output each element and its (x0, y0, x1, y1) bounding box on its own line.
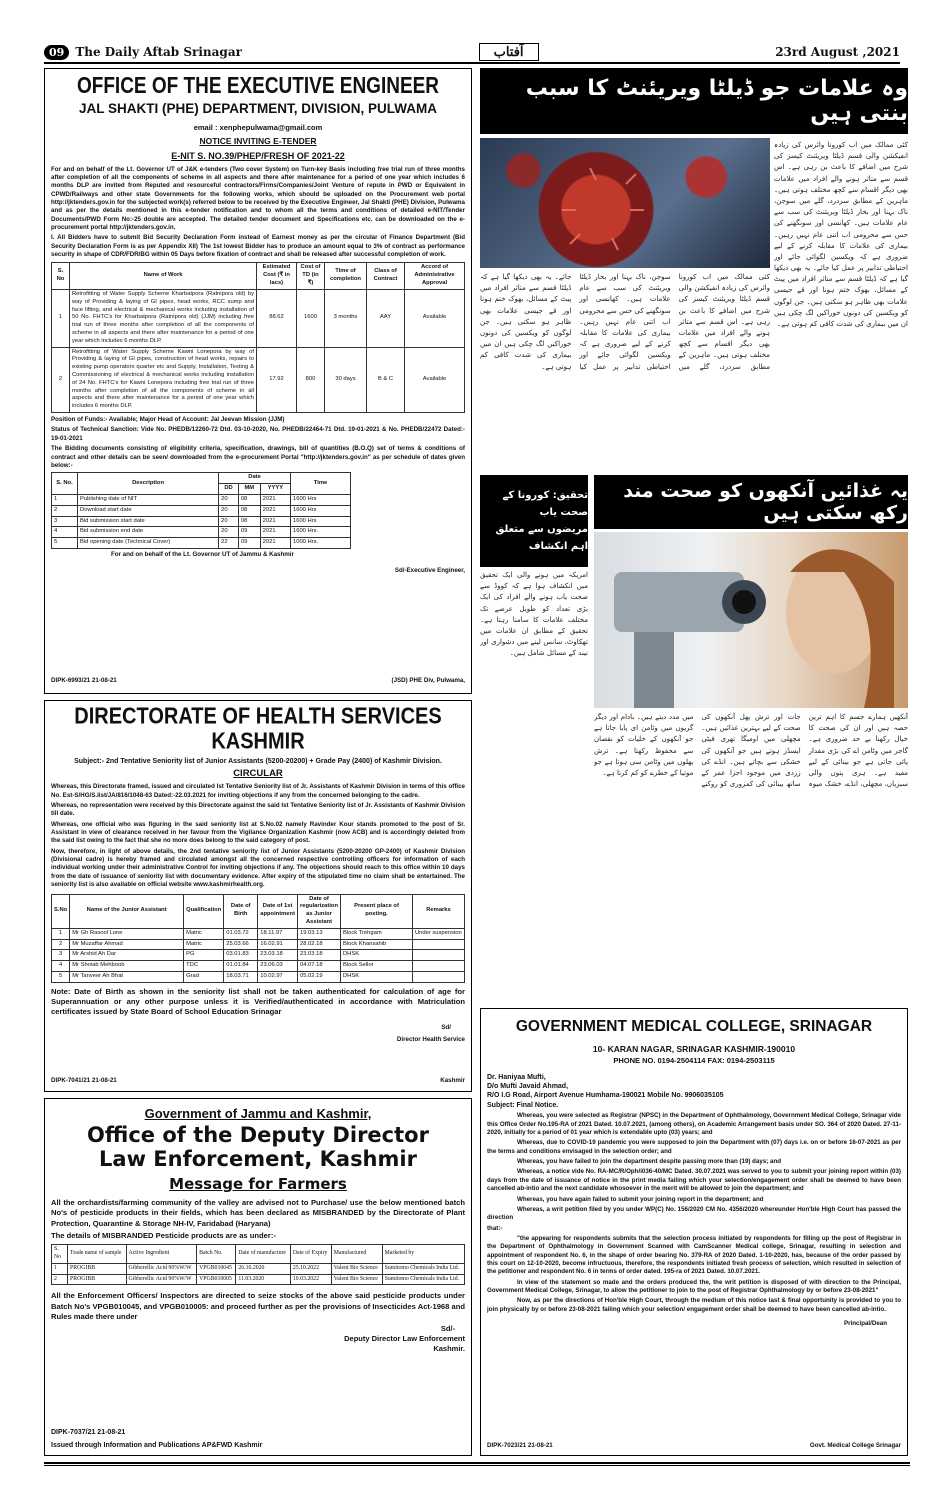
health-services-ad: DIRECTORATE OF HEALTH SERVICES KASHMIR Subject:- 2nd Tentative Seniority list of Junior Assistants (5200-20200) + Grade Pay (2400) of Kashmir Division. CIRCULAR Whereas, this Directorate framed, issued and circulated Ist Tentative Seniority list of Jr. Assistants of Kashmir Division in terms of this office No. Est-S/HG/S.list/JA/816/1048-63 Dated:-22.03.2021 for inviting objections if any from the concerned belonging to the cadre. Whereas, no representation were received by this Directorate against the said Ist Tentative Seniority list of Jr. Assistants of Kashmir Division till date. Whereas, one official who was figuring in the said seniority list at S.No.02 namely Ravinder Kour stands promoted to the post of Sr. Assistant in view of clearance received in her favour from the Vigilance Organization Kashmir (now ACB) and is accordingly deleted from the said list owing to the fact that she no more does belong to the said category of post. Now, therefore, in light of above details, the 2nd tentative seniority list of Junior Assistants (5200-20200 GP-2400) of Kashmir Division (Divisional cadre) is hereby framed and circulated amongst all the concerned respective controlling officers for information of each individual working under their administrative Control for inviting objections if any. The objections should reach to this office within 10 days from the date of issuance of seniority list with documentary evidence. After expiry of the stipulated time no claim shall be entertained. The seniority list is also available on official website www.kashmirhealth.org. S.No Name of the Junior Assistant Qualification Date of Birth Date of 1st appointment Date of regularization as Junior Assistant Present place of posting. Remarks 1 Mr Gh Rasool Lone Matric 01.03.72 18.11.97 19.03.13 Block Trehgam Under suspension 2 Mr Muzaffar Ahmad Matric 25.03.66 16.02.91 28.02.18 Block Khansahib 3 Mr Arshid Ah Dar PG 03.01.83 23.03.18 23.03.18 DHSK 4 Mr Shoiab Mehboob TDC 01.01.84 23.06.03 04.07.18 Block Sellor 5 Mr Tanveer Ah Bhat Grad 18.03.71 10.02.97 05.02.19 DHSK Note: Date of Birth as shown in the seniority list shall not be taken authenticated for calculation of age for Superannuation or any other purpose unless it is Verified/authenticated in accordance with Matriculation certificates issued by State Board of School Education Srinagar Sd/ Director Health Service DIPK-7041/21 21-08-21 Kashmir (44, 700, 472, 1092)
jal-shakti-tender-ad (44, 68, 472, 694)
enforcement-directive: All the Enforcement Officers/ Inspectors are directed to seize stocks of the above said pesticide products under Batch No's VPGB010045, and VPGB010005: and proceed further as per the provisions of Insecticides Act-1968 and Rules made there under (51, 1291, 465, 1321)
th-class: Class of Contract (367, 263, 405, 289)
signature-line2: (JSD) PHE Div, Pulwama, (391, 676, 465, 684)
dipk-number: DIPK-7041/21 21-08-21 (51, 1076, 117, 1084)
paper-name: The Daily Aftab Srinagar (75, 45, 242, 59)
gmc-notice-ad: GOVERNMENT MEDICAL COLLEGE, SRINAGAR 10- KARAN NAGAR, SRINAGAR KASHMIR-190010 PHONE NO. 0194-2504114 FAX: 0194-2503115 Dr. Haniyaa Mufti, D/o Mufti Javaid Ahmad, R/O I.G Road, Airport Avenue Humhama-190021 Mobile No. 9906035105 Subject: Final Notice. Whereas, you were selected as Registrar (NPSC) in the Department of Ophthalmology, Government Medical College, Srinagar vide this Office Order No.195-RA of 2021 Dated. 10.07.2021, (among others), on Academic Arrangement basis under SO. 364 of 2020 Dated. 27-11-2020, initially for a period of 01 year which is extendable upto (03) years; and Whereas, due to COVID-19 pandemic you were supposed to join the Department with (07) days i.e. on or before 16-07-2021 as per the terms and conditions envisaged in the selection order; and Whereas, you have failed to join the department despite passing more than (19) days; and Whereas, a notice vide No. RA-MC/R/Oph/i036-40/MC Dated. 30.07.2021 was served to you to submit your joining report within (03) days from the date of issuance of notice in the print media failing which your selection/engagement order shall be deemed to have been cancelled ab-intio and the next candidate whosoever in the merit will be allowed to join the department; and Whereas, you have again failed to submit your joining report in the department; and Whereas, a writ petition filed by you under WP(C) No. 156/2020 CM No. 4356/2020 whereunder Hon'ble High Court has passed the direction that:- "the appearing for respondents submits that the selection process initiated by respondents for filling up the post of Registrar in the Department of Ophthalmology in Government Scanned with CamScanner Medical college, Srinagar, resulting in selection and appointment of respondent No. 6, in the shape of order bearing No. 379-RA of 2020 Dated. 1-10-2020, has, because of the order passed by this court on 12-10-2020, become infructuous, therefore, the respondents initiated fresh process of selection, which resulted in selection of the petitioner and respondent No. 6 in terms of order dated. 195-ra of 2021 Dated. 10.07.2021. In view of the statement so made and the orders produced the, the writ petition is disposed of with direction to the Principal, Government Medical College, Srinagar, to allow the petitioner to join to the post of Registrar Ophthalmology by or before 23-08-2021" Now, as per the directions of Hon'ble High Court, through the medium of this notice last & final opportunity is provided to you to join physically by or before 23-08-2021 failing which your selection/ engagement order shall be deemed to have been cancelled ab-intio. Principal/Dean DIPK-7023/21 21-08-21 Govt. Medical College Srinagar (480, 1008, 908, 1456)
footer-rule (44, 1462, 910, 1466)
gmc-subject: Subject: Final Notice. (487, 1101, 559, 1109)
th-sno: S. No (52, 263, 70, 289)
ad-title-line1: OFFICE OF THE EXECUTIVE ENGINEER (76, 73, 440, 100)
page-number: 09 (44, 45, 69, 60)
sd-mark: Sd/ (441, 1023, 451, 1031)
th-cost: Estimated Cost (₹ in lacs) (257, 263, 297, 289)
page-label (44, 45, 242, 60)
table-row: 1 PROGIBB Gibberellic Acid 90%W/W VPGB010045 26.10.2020 25.10.2022 Valent Bio Science Sumitomo Chemicals India Ltd. (52, 1263, 465, 1274)
sd-mark: Sd/- (440, 1324, 455, 1334)
seniority-table: S.No Name of the Junior Assistant Qualification Date of Birth Date of 1st appointment Date of regularization as Junior Assistant Present place of posting. Remarks 1 Mr Gh Rasool Lone Matric 01.03.72 18.11.97 19.03.13 Block Trehgam Under suspension 2 Mr Muzaffar Ahmad Matric 25.03.66 16.02.91 28.02.18 Block Khansahib 3 Mr Arshid Ah Dar PG 03.01.83 23.03.18 23.03.18 DHSK 4 Mr Shoiab Mehboob TDC 01.01.84 23.06.03 04.07.18 Block Sellor 5 Mr Tanveer Ah Bhat Grad 18.03.71 10.02.97 05.02.19 DHSK (51, 894, 465, 983)
eye-foods-headline: یہ غذائیں آنکھوں کو صحت مند رکھ سکتی ہیں (594, 475, 908, 529)
delta-variant-headline: وہ علامات جو ڈیلٹا ویریئنٹ کا سبب بنتی ہیں (480, 68, 908, 134)
tender-intro: For and on behalf of the Lt. Governor UT of J&K e-tenders (Two cover System) on Turn-key Basis including free trial run of three months after completion of all the components of scheme in all aspects and there after maintenance for a period of one year which includes 6 months DLP are invited from Reputed and resourceful contractors/Firms/Companies/Joint Venture of repute in PWD or Equivalent in CPWD/Railways and other state Governments for the following works, which should be uploaded on the Procurement web portal http://jktenders.gov.in for the subjected work(s) referred below to be received by the Executive Engineer, Jal Shakti (PHE) Division, Pulwama and as per the details mentioned in this e-tender notification and to whom all the terms and conditions of detailed e-NIT/Tender Documents/PWD Form No:-25 double are accepted. The detailed tender document and Specifications etc. can be downloaded on the e-procurement portal http://jktenders.gov.in. (51, 165, 465, 232)
eye-exam-image (594, 532, 908, 708)
covid-research-body: امریکہ میں ہونے والی ایک تحقیق میں انکشاف ہوا ہے کہ کووڈ سے صحت یاب ہونے والے افراد کی ایک بڑی تعداد کو طویل عرصے تک مختلف علامات کا سامنا رہتا ہے۔ تحقیق کے مطابق ان علامات میں تھکاوٹ، سانس لینے میں دشواری اور نیند کے مسائل شامل ہیں۔ (480, 571, 588, 658)
circular-label: CIRCULAR (233, 768, 283, 780)
table-row: 2 PROGIBB Gibberellic Acid 90%W/W VPGB010005 11.03.2020 10.03.2022 Valent Bio Science Sumitomo Chemicals India Ltd. (52, 1274, 465, 1285)
coronavirus-image (480, 138, 770, 268)
ad-phone: PHONE NO. 0194-2504114 FAX: 0194-2503115 (613, 1056, 775, 1066)
table-row: 3 Mr Arshid Ah Dar PG 03.01.83 23.03.18 23.03.18 DHSK (52, 950, 465, 961)
ad-subject: Subject:- 2nd Tentative Seniority list of Junior Assistants (5200-20200) + Grade Pay (2400) of Kashmir Division. (74, 758, 442, 765)
signatory-line2: Kashmir (440, 1076, 465, 1084)
details-label: The details of MISBRANDED Pesticide products are as under:- (51, 1230, 276, 1240)
signatory-line1: Principal/Dean (844, 1320, 887, 1328)
enit-number: E-NIT S. NO.39/PHEP/FRESH OF 2021-22 (171, 151, 345, 162)
table-row: 1 Mr Gh Rasool Lone Matric 01.03.72 18.11.97 19.03.13 Block Trehgam Under suspension (52, 928, 465, 939)
ad-title-line2: JAL SHAKTI (PHE) DEPARTMENT, DIVISION, PULWAMA (78, 100, 438, 116)
table-row: 2 Mr Muzaffar Ahmad Matric 25.03.66 16.02.91 28.02.18 Block Khansahib (52, 939, 465, 950)
th-time: Time of completion (325, 263, 367, 289)
th-td: Cost of TD (in ₹) (297, 263, 325, 289)
table-row: 2 Retrofitting of Water Supply Scheme Kawni Lonepora by way of Providing & laying of GI pipes, construction of head works, repairs to existing pump operators quarter etc and Supply, Installation, Testing & Commissioning of electrical & mechanical works including installation of 24 No. FHTC's for Kawni Lonepora including free trial run of three months after completion of all the components of scheme in all aspects and there after maintenance for a period of one year which includes 6 months DLP. 17.92 800 30 days B & C Available (52, 347, 465, 413)
signatory-line1: Director Health Service (396, 1035, 465, 1043)
table-row: 4 Mr Shoiab Mehboob TDC 01.01.84 23.06.03 04.07.18 Block Sellor (52, 961, 465, 972)
table-row: 5 Bid opening date (Technical Cover) 22 09 2021 1000 Hrs. (52, 538, 351, 549)
dipk-number: DIPK-6993/21 21-08-21 (51, 676, 117, 684)
issue-date: 23rd August ,2021 (775, 45, 900, 59)
eye-article-body: آنکھیں ہمارے جسم کا اہم ترین حصہ ہیں اور ان کی صحت کا خیال رکھنا بے حد ضروری ہے۔ گاجر میں وٹامن اے کی بڑی مقدار پائی جاتی ہے جو بینائی کے لیے مفید ہے۔ ہری پتوں والی سبزیاں، مچھلی، انڈے، خشک میوہ جات اور ترش پھل آنکھوں کی صحت کے لیے بہترین غذائیں ہیں۔ مچھلی میں اومیگا تھری فیٹی ایسڈز ہوتے ہیں جو آنکھوں کی خشکی سے بچاتے ہیں۔ انڈے کی زردی میں موجود اجزا عمر کے ساتھ بینائی کی کمزوری کو روکنے میں مدد دیتے ہیں۔ بادام اور دیگر گریوں میں وٹامن ای پایا جاتا ہے جو آنکھوں کے خلیات کو نقصان سے محفوظ رکھتا ہے۔ ترش پھلوں میں وٹامن سی ہوتا ہے جو موتیا کے خطرے کو کم کرتا ہے۔ (594, 713, 908, 789)
law-enforcement-ad (44, 1098, 472, 1456)
notice-title: NOTICE INVITING E-TENDER (199, 135, 317, 146)
ad-email: email : xenphepulwama@gmail.com (193, 122, 323, 132)
pesticide-table: S. No Trade name of sample Active Ingredient Batch No. Date of manufacture Date of Expiry Manufactured Marketed by 1 PROGIBB Gibberellic Acid 90%W/W VPGB010045 26.10.2020 25.10.2022 Valent Bio Science Sumitomo Chemicals India Ltd. 2 PROGIBB Gibberellic Acid 90%W/W VPGB010005 11.03.2020 10.03.2022 Valent Bio Science Sumitomo Chemicals India Ltd. (51, 1244, 465, 1285)
table-row: 1 Publishing date of NIT 20 08 2021 1600 Hrs (52, 494, 351, 505)
technical-sanction: Status of Technical Sanction: Vide No. PHEDB/12260-72 Dtd. 03-10-2020, No. PHEDB/22464-71 Dtd. 19-01-2021 & No. PHEDB/22472 Dated:- 19-01-2021 (51, 426, 465, 442)
position-of-funds: Position of Funds:- Available; Major Head of Account: Jal Jeevan Mission (JJM) (51, 416, 285, 424)
signatory-line2: Kashmir. (433, 1344, 465, 1354)
delta-article-body-right: کئی ممالک میں اب کورونا وائرس کی زیادہ انفیکشن والی قسم ڈیلٹا ویریئنٹ کیسز کی شرح میں اضافے کا باعث بن رہی ہے۔ اس قسم سے متاثر ہونے والے افراد میں علامات بھی دیگر اقسام سے کچھ مختلف ہوتی ہیں۔ ماہرین کے مطابق سردرد، گلے میں سوجن، ناک بہنا اور بخار ڈیلٹا ویریئنٹ کی سب سے عام علامات ہیں۔ کھانسی اور سونگھنے کی حس سے محرومی اب اتنی عام نہیں رہیں۔ بیماری کی علامات کا مقابلہ کرنے کے لیے ضروری ہے کہ ویکسین لگوائی جائے اور احتیاطی تدابیر پر عمل کیا جائے۔ یہ بھی دیکھا گیا ہے کہ ڈیلٹا قسم سے متاثر افراد میں پیٹ کے مسائل، بھوک ختم ہونا اور قے جیسی علامات بھی ظاہر ہو سکتی ہیں۔ جن لوگوں کو ویکسین کی دونوں خوراکیں لگ چکی ہیں ان میں بیماری کی شدت کافی کم ہوتی ہے۔ (774, 141, 908, 328)
dates-table: S. No. Description Date Time DD MM YYYY 1 Publishing date of NIT 20 08 2021 1600 Hrs 2 Download start date 20 08 2021 1600 Hrs 3 Bid submission start date 20 08 2021 1600 Hrs 4 Bid submission end date 20 09 2021 1600 Hrs. 5 Bid opening date (Technical Cover) 22 09 2021 1000 Hrs. (51, 472, 351, 549)
table-row: 4 Bid submission end date 20 09 2021 1600 Hrs. (52, 527, 351, 538)
ad-address: 10- KARAN NAGAR, SRINAGAR KASHMIR-190010 (592, 1043, 796, 1054)
message-title: Message for Farmers (169, 1174, 347, 1193)
virus-icon (480, 138, 770, 268)
table-row: 3 Bid submission start date 20 08 2021 1600 Hrs (52, 516, 351, 527)
works-table (51, 262, 465, 413)
table-row: 1 Retrofitting of Water Supply Scheme Kharbatpora (Ratnipora old) by way of Providing & laying of GI pipes, head works, RCC sump and face lifting, and electrical & mechanical works including installation of 50 No. FHTC's for Kharbatpora (Ratnipora old) (JJM) including free trial run of three months after completion of all the components of scheme in all aspects and there after maintenance for a period of one year which includes 6 months DLP. 88.62 1600 3 months AAY Available (52, 289, 465, 347)
issued-through: Issued through Information and Publications AP&FWD Kashmir (51, 1441, 263, 1449)
delta-article-body-bottom: کئی ممالک میں اب کورونا وائرس کی زیادہ انفیکشن والی قسم ڈیلٹا ویریئنٹ کیسز کی شرح میں اضافے کا باعث بن رہی ہے۔ اس قسم سے متاثر ہونے والے افراد میں علامات بھی دیگر اقسام سے کچھ مختلف ہوتی ہیں۔ ماہرین کے مطابق سردرد، گلے میں سوجن، ناک بہنا اور بخار ڈیلٹا ویریئنٹ کی سب سے عام علامات ہیں۔ کھانسی اور سونگھنے کی حس سے محرومی اب اتنی عام نہیں رہیں۔ بیماری کی علامات کا مقابلہ کرنے کے لیے ضروری ہے کہ ویکسین لگوائی جائے اور احتیاطی تدابیر پر عمل کیا جائے۔ یہ بھی دیکھا گیا ہے کہ ڈیلٹا قسم سے متاثر افراد میں پیٹ کے مسائل، بھوک ختم ہونا اور قے جیسی علامات بھی ظاہر ہو سکتی ہیں۔ جن لوگوں کو ویکسین کی دونوں خوراکیں لگ چکی ہیں ان میں بیماری کی شدت کافی کم ہوتی ہے۔ (480, 273, 770, 371)
table-row: 2 Download start date 20 08 2021 1600 Hrs (52, 505, 351, 516)
dipk-number: DIPK-7023/21 21-08-21 (487, 1441, 553, 1449)
ad-title-line1: Office of the Deputy Director (87, 1122, 429, 1147)
signatory-line2: Govt. Medical College Srinagar (809, 1441, 901, 1449)
on-behalf: For and on behalf of the Lt. Governor UT of Jammu & Kashmir (111, 550, 294, 558)
tender-point1: I. All Bidders have to submit Bid Security Declaration Form instead of Earnest money as per the circular of Finance Department (Bid Security Declaration Form is as per Appendix XII) The 1st lowest Bidder has to produce an amount equal to 3% of contract as performance security in shape of CDR/FDR/BG within 05 Days before fixation of contract and shall be released after successful completion of work. (51, 234, 465, 259)
signatory-line1: Deputy Director Law Enforcement (344, 1334, 465, 1344)
paper-logo: آفتاب (479, 43, 539, 61)
ophthalmology-machine-icon (594, 532, 908, 708)
ad-title: DIRECTORATE OF HEALTH SERVICES KASHMIR (74, 703, 442, 755)
ad-title: GOVERNMENT MEDICAL COLLEGE, SRINAGAR (515, 1018, 873, 1035)
bidding-docs: The Bidding documents consisting of eligibility criteria, specification, drawings, bill of quantities (B.O.Q) set of terms & conditions of contract and other details can be seen/ downloaded from the e-procurement Portal "http://jktenders.gov.in" as per schedule of dates given below:- (51, 445, 465, 469)
farmers-body: All the orchardists/farming community of the valley are advised not to Purchase/ use the below mentioned batch No's of pesticide products in their fields, which has been declared as MISBRANDED by the Directorate of Plant Protection, Quarantine & Storage NH-IV, Faridabad (Haryana) (51, 1198, 465, 1228)
covid-research-headline: تحقیق: کورونا کے صحت یاب مریضوں سے متعلق اہم انکشاف (480, 475, 588, 567)
dob-note: Note: Date of Birth as shown in the seniority list shall not be taken authenticated for calculation of age for Superannuation or any other purpose unless it is Verified/authenticated in accordance with Matriculation certificates issued by State Board of School Education Srinagar (51, 986, 465, 1017)
ad-title-line2: Law Enforcement, Kashmir (99, 1146, 417, 1171)
dipk-number: DIPK-7037/21 21-08-21 (51, 1428, 126, 1436)
th-name: Name of Work (70, 263, 257, 289)
table-row: 5 Mr Tanveer Ah Bhat Grad 18.03.71 10.02.97 05.02.19 DHSK (52, 972, 465, 983)
masthead (44, 42, 900, 64)
th-approval: Accord of Administrative Approval (405, 263, 465, 289)
gov-label: Government of Jammu and Kashmir, (144, 1106, 372, 1121)
signature-line1: Sd/-Executive Engineer, (394, 567, 465, 575)
